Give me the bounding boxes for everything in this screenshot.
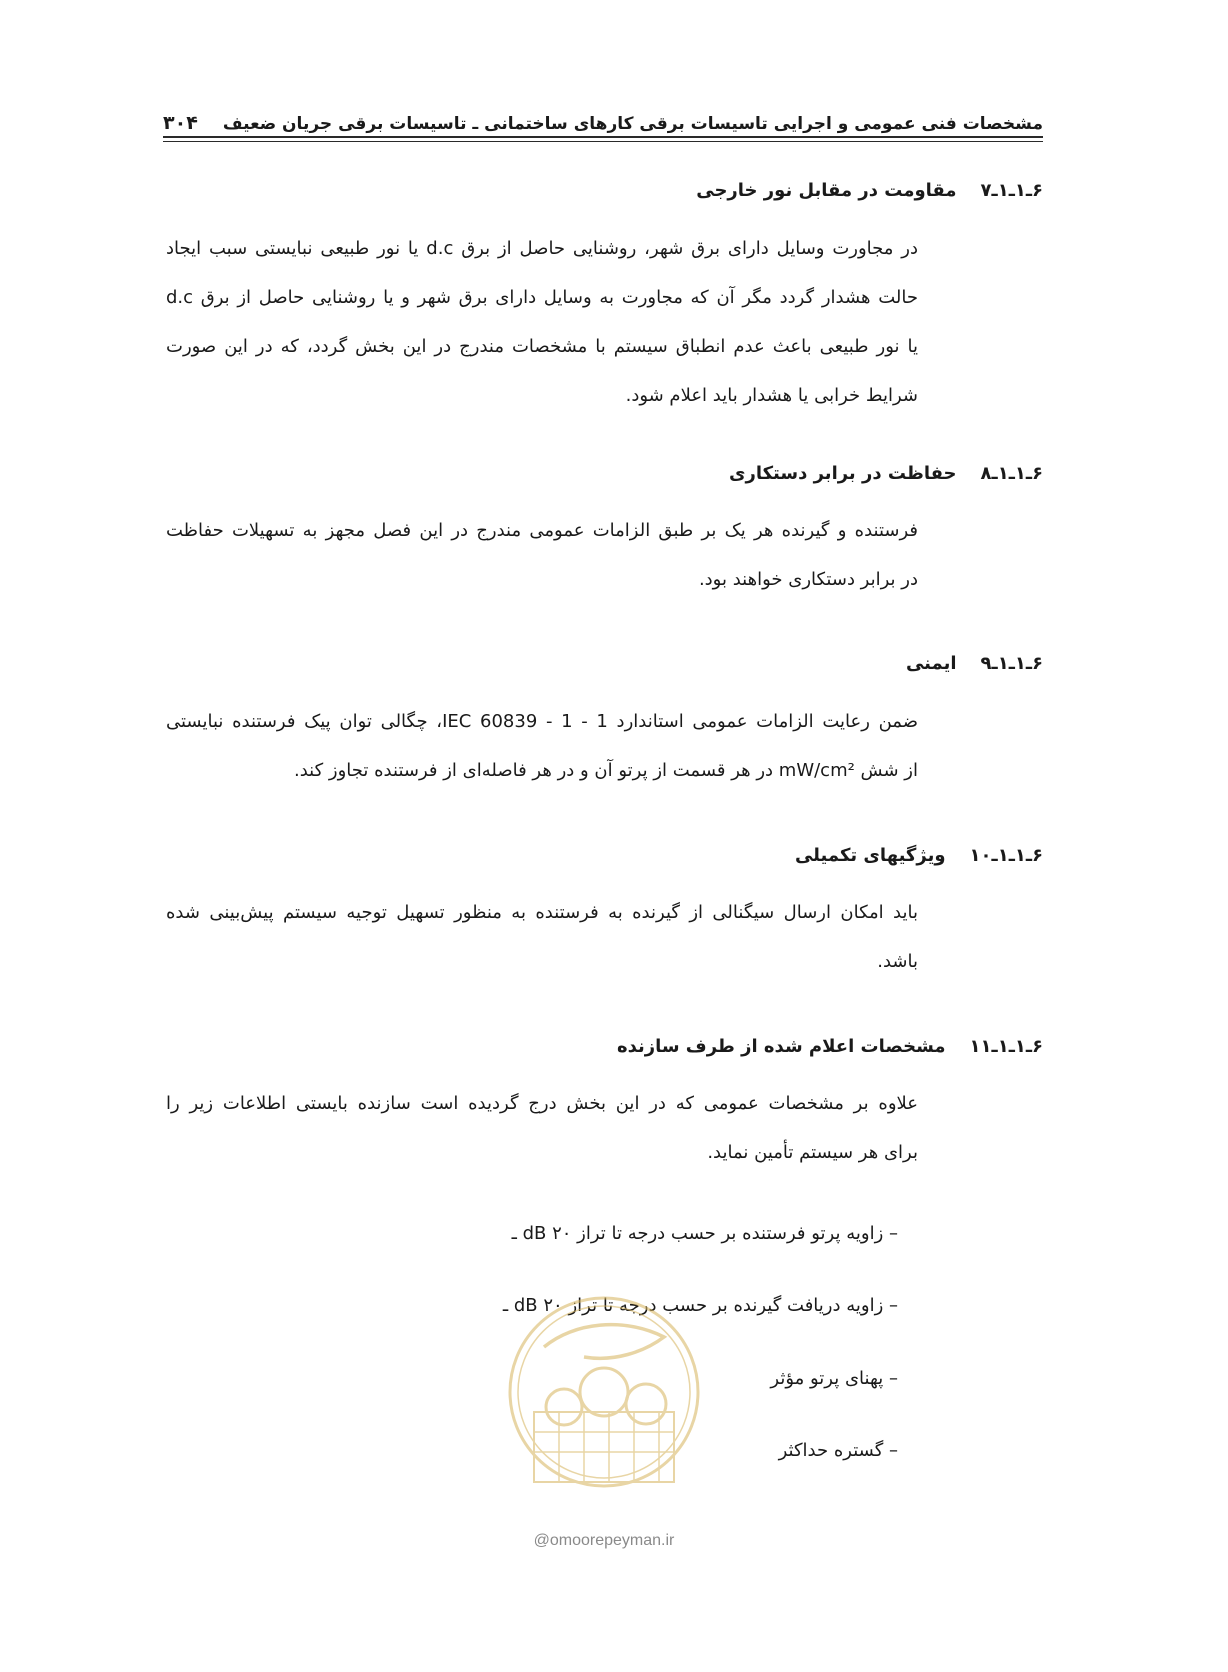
seal-icon: [504, 1292, 704, 1516]
page-header: [163, 100, 1043, 134]
watermark-text: @omoorepeyman.ir: [533, 1532, 675, 1549]
section-number: ۶ـ۱ـ۱ـ۸: [980, 462, 1043, 484]
section-title: ویژگیهای تکمیلی: [794, 844, 946, 866]
list-item: – پهنای پرتو مؤثر: [770, 1368, 898, 1389]
paragraph-line: شرایط خرابی یا هشدار باید اعلام شود.: [625, 385, 918, 406]
section-heading: [163, 175, 1043, 205]
list-item: – زاویه پرتو فرستنده بر حسب درجه تا تراز ۲۰ dB ـ: [511, 1223, 898, 1244]
paragraph-line: ضمن رعایت الزامات عمومی استاندارد IEC 60839 - 1 - 1، چگالی توان پیک فرستنده نبایستی: [166, 711, 918, 732]
paragraph-line: باید امکان ارسال سیگنالی از گیرنده به فرستنده به منظور تسهیل توجیه سیستم پیش‌بینی شده: [166, 902, 918, 923]
paragraph-line: حالت هشدار گردد مگر آن که مجاورت به وسایل دارای برق شهر و یا روشنایی حاصل از برق d.c: [166, 287, 918, 308]
header-rule-thin: [163, 141, 1043, 142]
list-item: – گستره حداکثر: [778, 1440, 898, 1461]
paragraph-line: از شش mW/cm² در هر قسمت از پرتو آن و در هر فاصله‌ای از فرستنده تجاوز کند.: [294, 760, 918, 781]
section-number: ۶ـ۱ـ۱ـ۱۰: [969, 844, 1043, 866]
section-title: مقاومت در مقابل نور خارجی: [696, 179, 957, 201]
paragraph-line: برای هر سیستم تأمین نماید.: [707, 1142, 918, 1163]
paragraph-line: علاوه بر مشخصات عمومی که در این بخش درج گردیده است سازنده بایستی اطلاعات زیر را: [166, 1093, 918, 1114]
section-number: ۶ـ۱ـ۱ـ۷: [980, 179, 1043, 201]
paragraph-line: در برابر دستکاری خواهند بود.: [698, 569, 918, 590]
list-item: – زاویه دریافت گیرنده بر حسب درجه تا تراز ۲۰ dB ـ: [502, 1295, 898, 1316]
section-number: ۶ـ۱ـ۱ـ۹: [980, 652, 1043, 674]
paragraph-line: در مجاورت وسایل دارای برق شهر، روشنایی حاصل از برق d.c یا نور طبیعی نبایستی سبب ایجاد: [166, 238, 918, 259]
watermark-seal: [504, 1292, 704, 1549]
section-heading: [163, 458, 1043, 488]
section-paragraph: [166, 506, 918, 604]
section-paragraph: [166, 224, 918, 420]
section-paragraph: [166, 888, 918, 986]
section-number: ۶ـ۱ـ۱ـ۱۱: [969, 1035, 1043, 1057]
page-number: ۳۰۴: [163, 112, 198, 134]
section-title: مشخصات اعلام شده از طرف سازنده: [616, 1035, 946, 1057]
paragraph-line: باشد.: [877, 951, 918, 972]
section-paragraph: [166, 1079, 918, 1177]
section-heading: [163, 648, 1043, 678]
section-title: حفاظت در برابر دستکاری: [728, 462, 957, 484]
section-heading: [163, 1031, 1043, 1061]
paragraph-line: یا نور طبیعی باعث عدم انطباق سیستم با مشخصات مندرج در این بخش گردد، که در این صورت: [166, 336, 918, 357]
paragraph-line: فرستنده و گیرنده هر یک بر طبق الزامات عمومی مندرج در این فصل مجهز به تسهیلات حفاظت: [166, 520, 918, 541]
section-paragraph: [166, 697, 918, 795]
section-heading: [163, 840, 1043, 870]
section-title: ایمنی: [905, 652, 957, 674]
running-title: مشخصات فنی عمومی و اجرایی تاسیسات برقی کارهای ساختمانی ـ تاسیسات برقی جریان ضعیف: [222, 114, 1043, 134]
header-rule: [163, 136, 1043, 138]
